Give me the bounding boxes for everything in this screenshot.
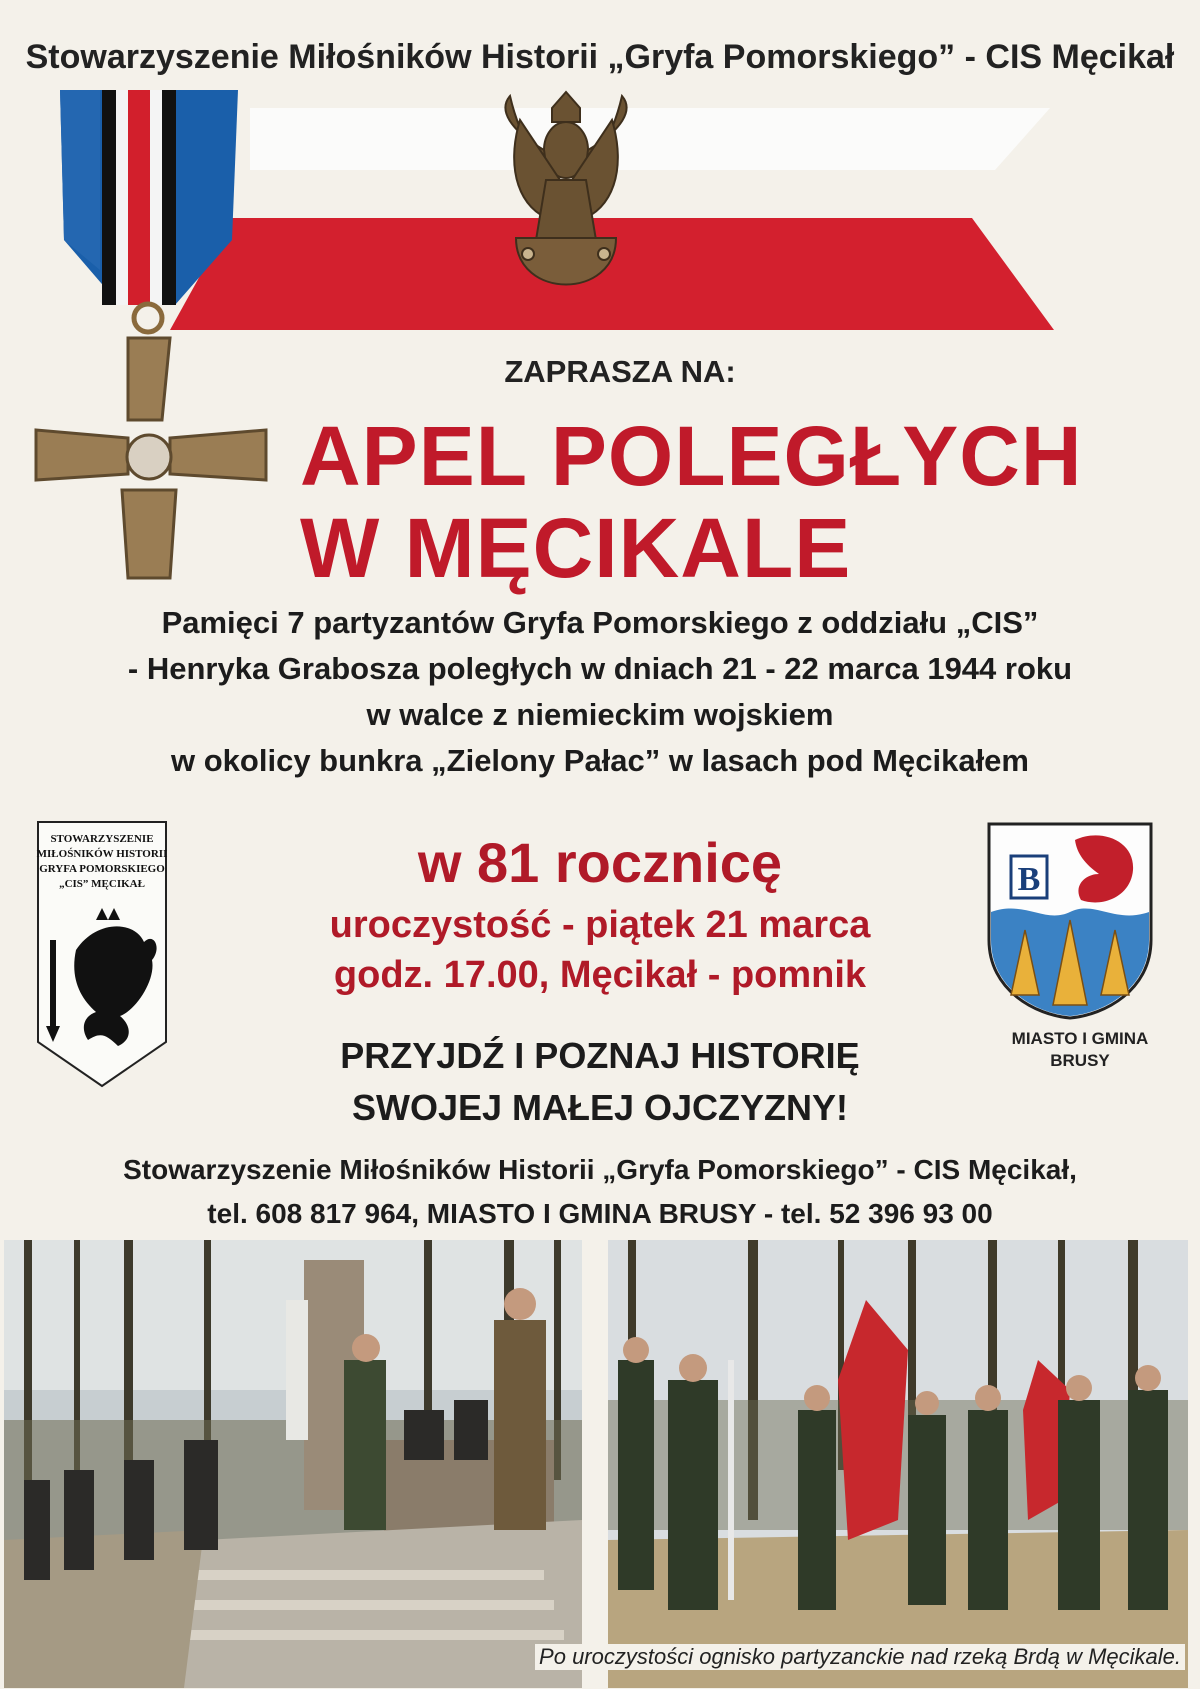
contact-organization: Stowarzyszenie Miłośników Historii „Gryfa Pomorskiego” - CIS Męcikał, — [123, 1154, 1077, 1185]
organizer-header: Stowarzyszenie Miłośników Historii „Gryfa Pomorskiego” - CIS Męcikał — [25, 38, 1175, 76]
flag-white-band — [250, 108, 1050, 170]
event-title-line-1: APEL POLEGŁYCH — [300, 409, 1083, 503]
footer-note: Po uroczystości ognisko partyzanckie nad rzeką Brdą w Męcikale. — [535, 1644, 1185, 1670]
memorial-line: w walce z niemieckim wojskiem — [366, 697, 834, 732]
association-logo-text: STOWARZYSZENIE — [50, 833, 154, 845]
call-to-action — [220, 1030, 980, 1134]
contact-phones: tel. 608 817 964, MIASTO I GMINA BRUSY - tel. 52 396 93 00 — [207, 1198, 993, 1229]
invitation-label: ZAPRASZA NA: — [504, 354, 736, 389]
association-logo-text: „CIS” MĘCIKAŁ — [59, 878, 145, 890]
ceremony-date: uroczystość - piątek 21 marca — [329, 904, 871, 946]
memorial-line: Pamięci 7 partyzantów Gryfa Pomorskiego z oddziału „CIS” — [161, 605, 1039, 640]
memorial-line: w okolicy bunkra „Zielony Pałac” w lasach pod Męcikałem — [171, 743, 1029, 778]
ceremony-details — [240, 900, 960, 1000]
event-title — [300, 410, 1160, 594]
ceremony-photo-right — [608, 1240, 1188, 1688]
soldier-figure — [344, 1334, 386, 1530]
memorial-line: - Henryka Grabosza poległych w dniach 21 - 22 marca 1944 roku — [127, 651, 1073, 686]
officer-figure — [494, 1288, 546, 1530]
municipality-label — [975, 1028, 1185, 1072]
municipality-crest — [985, 820, 1155, 1020]
crest-letter: B — [1017, 861, 1041, 898]
municipality-label-line: BRUSY — [1050, 1051, 1110, 1070]
municipality-label-line: MIASTO I GMINA — [1011, 1029, 1149, 1048]
ceremony-time-place: godz. 17.00, Męcikał - pomnik — [333, 954, 867, 996]
contact-info — [0, 1148, 1200, 1236]
association-logo-text: GRYFA POMORSKIEGO — [39, 863, 165, 875]
association-logo — [36, 820, 168, 1088]
event-title-line-2: W MĘCIKALE — [300, 501, 852, 595]
anniversary-headline: w 81 rocznicę — [417, 831, 783, 894]
ceremony-photo-left — [4, 1240, 582, 1688]
memorial-description — [0, 600, 1200, 784]
call-to-action-line: PRZYJDŹ I POZNAJ HISTORIĘ — [340, 1035, 860, 1076]
call-to-action-line: SWOJEJ MAŁEJ OJCZYZNY! — [351, 1087, 849, 1128]
flag-red-band — [170, 218, 1054, 330]
association-logo-text: MIŁOŚNIKÓW HISTORII — [36, 848, 168, 860]
